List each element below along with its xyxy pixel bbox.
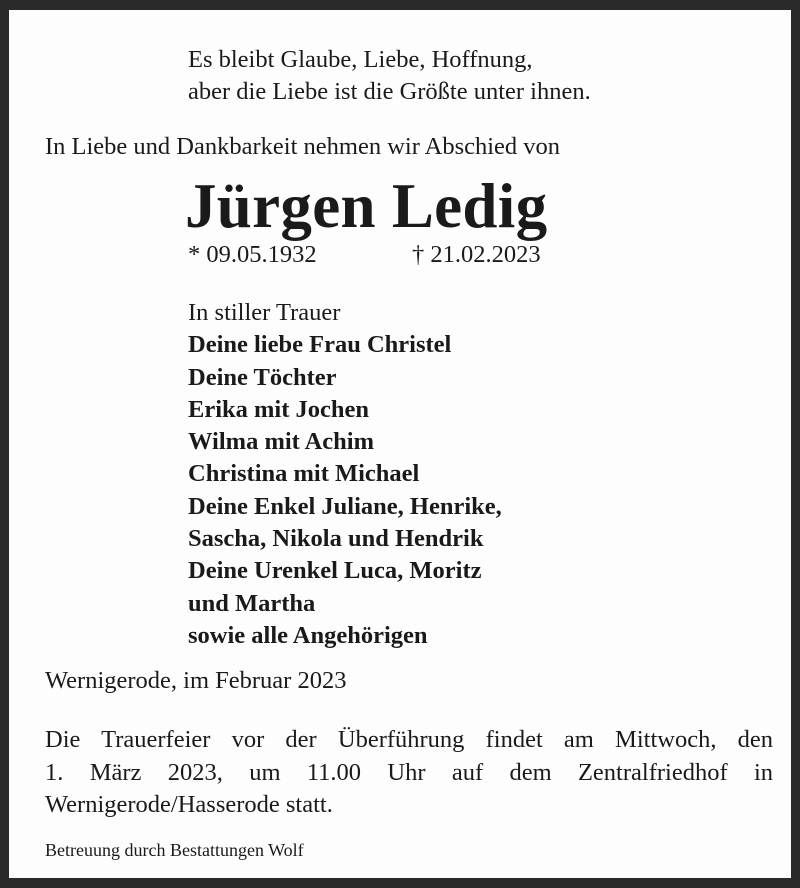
ceremony-line-3: Wernigerode/Hasserode statt. <box>45 791 333 818</box>
quote-line-2: aber die Liebe ist die Größte unter ihnen. <box>188 78 591 105</box>
mourner-line: und Martha <box>188 589 316 617</box>
funeral-ceremony-notice <box>45 724 773 822</box>
mourner-line: Christina mit Michael <box>188 460 420 488</box>
ceremony-line-1: Die Trauerfeier vor der Überführung findet am Mittwoch, den <box>45 726 773 753</box>
place-and-date: Wernigerode, im Februar 2023 <box>45 667 347 694</box>
quote-line-1: Es bleibt Glaube, Liebe, Hoffnung, <box>188 46 533 73</box>
mourners-heading: In stiller Trauer <box>188 299 341 326</box>
mourner-line: Erika mit Jochen <box>188 395 370 423</box>
bible-quote <box>188 44 591 108</box>
mourner-line: Deine Enkel Juliane, Henrike, <box>188 492 502 520</box>
ceremony-line-2: 1. März 2023, um 11.00 Uhr auf dem Zentralfriedhof in <box>45 758 773 786</box>
mourners-list <box>188 297 502 652</box>
deceased-name: Jürgen Ledig <box>185 171 548 241</box>
mourner-line: Deine Urenkel Luca, Moritz <box>188 557 482 585</box>
mourner-line: Deine liebe Frau Christel <box>188 331 452 359</box>
mourner-line: sowie alle Angehörigen <box>188 621 428 649</box>
farewell-intro: In Liebe und Dankbarkeit nehmen wir Abschied von <box>45 133 561 160</box>
birth-date: * 09.05.1932 <box>188 241 317 268</box>
mourner-line: Wilma mit Achim <box>188 428 375 456</box>
death-date: † 21.02.2023 <box>412 241 541 268</box>
undertaker-credit: Betreuung durch Bestattungen Wolf <box>45 840 304 860</box>
mourner-line: Deine Töchter <box>188 363 337 391</box>
mourner-line: Sascha, Nikola und Hendrik <box>188 525 484 553</box>
